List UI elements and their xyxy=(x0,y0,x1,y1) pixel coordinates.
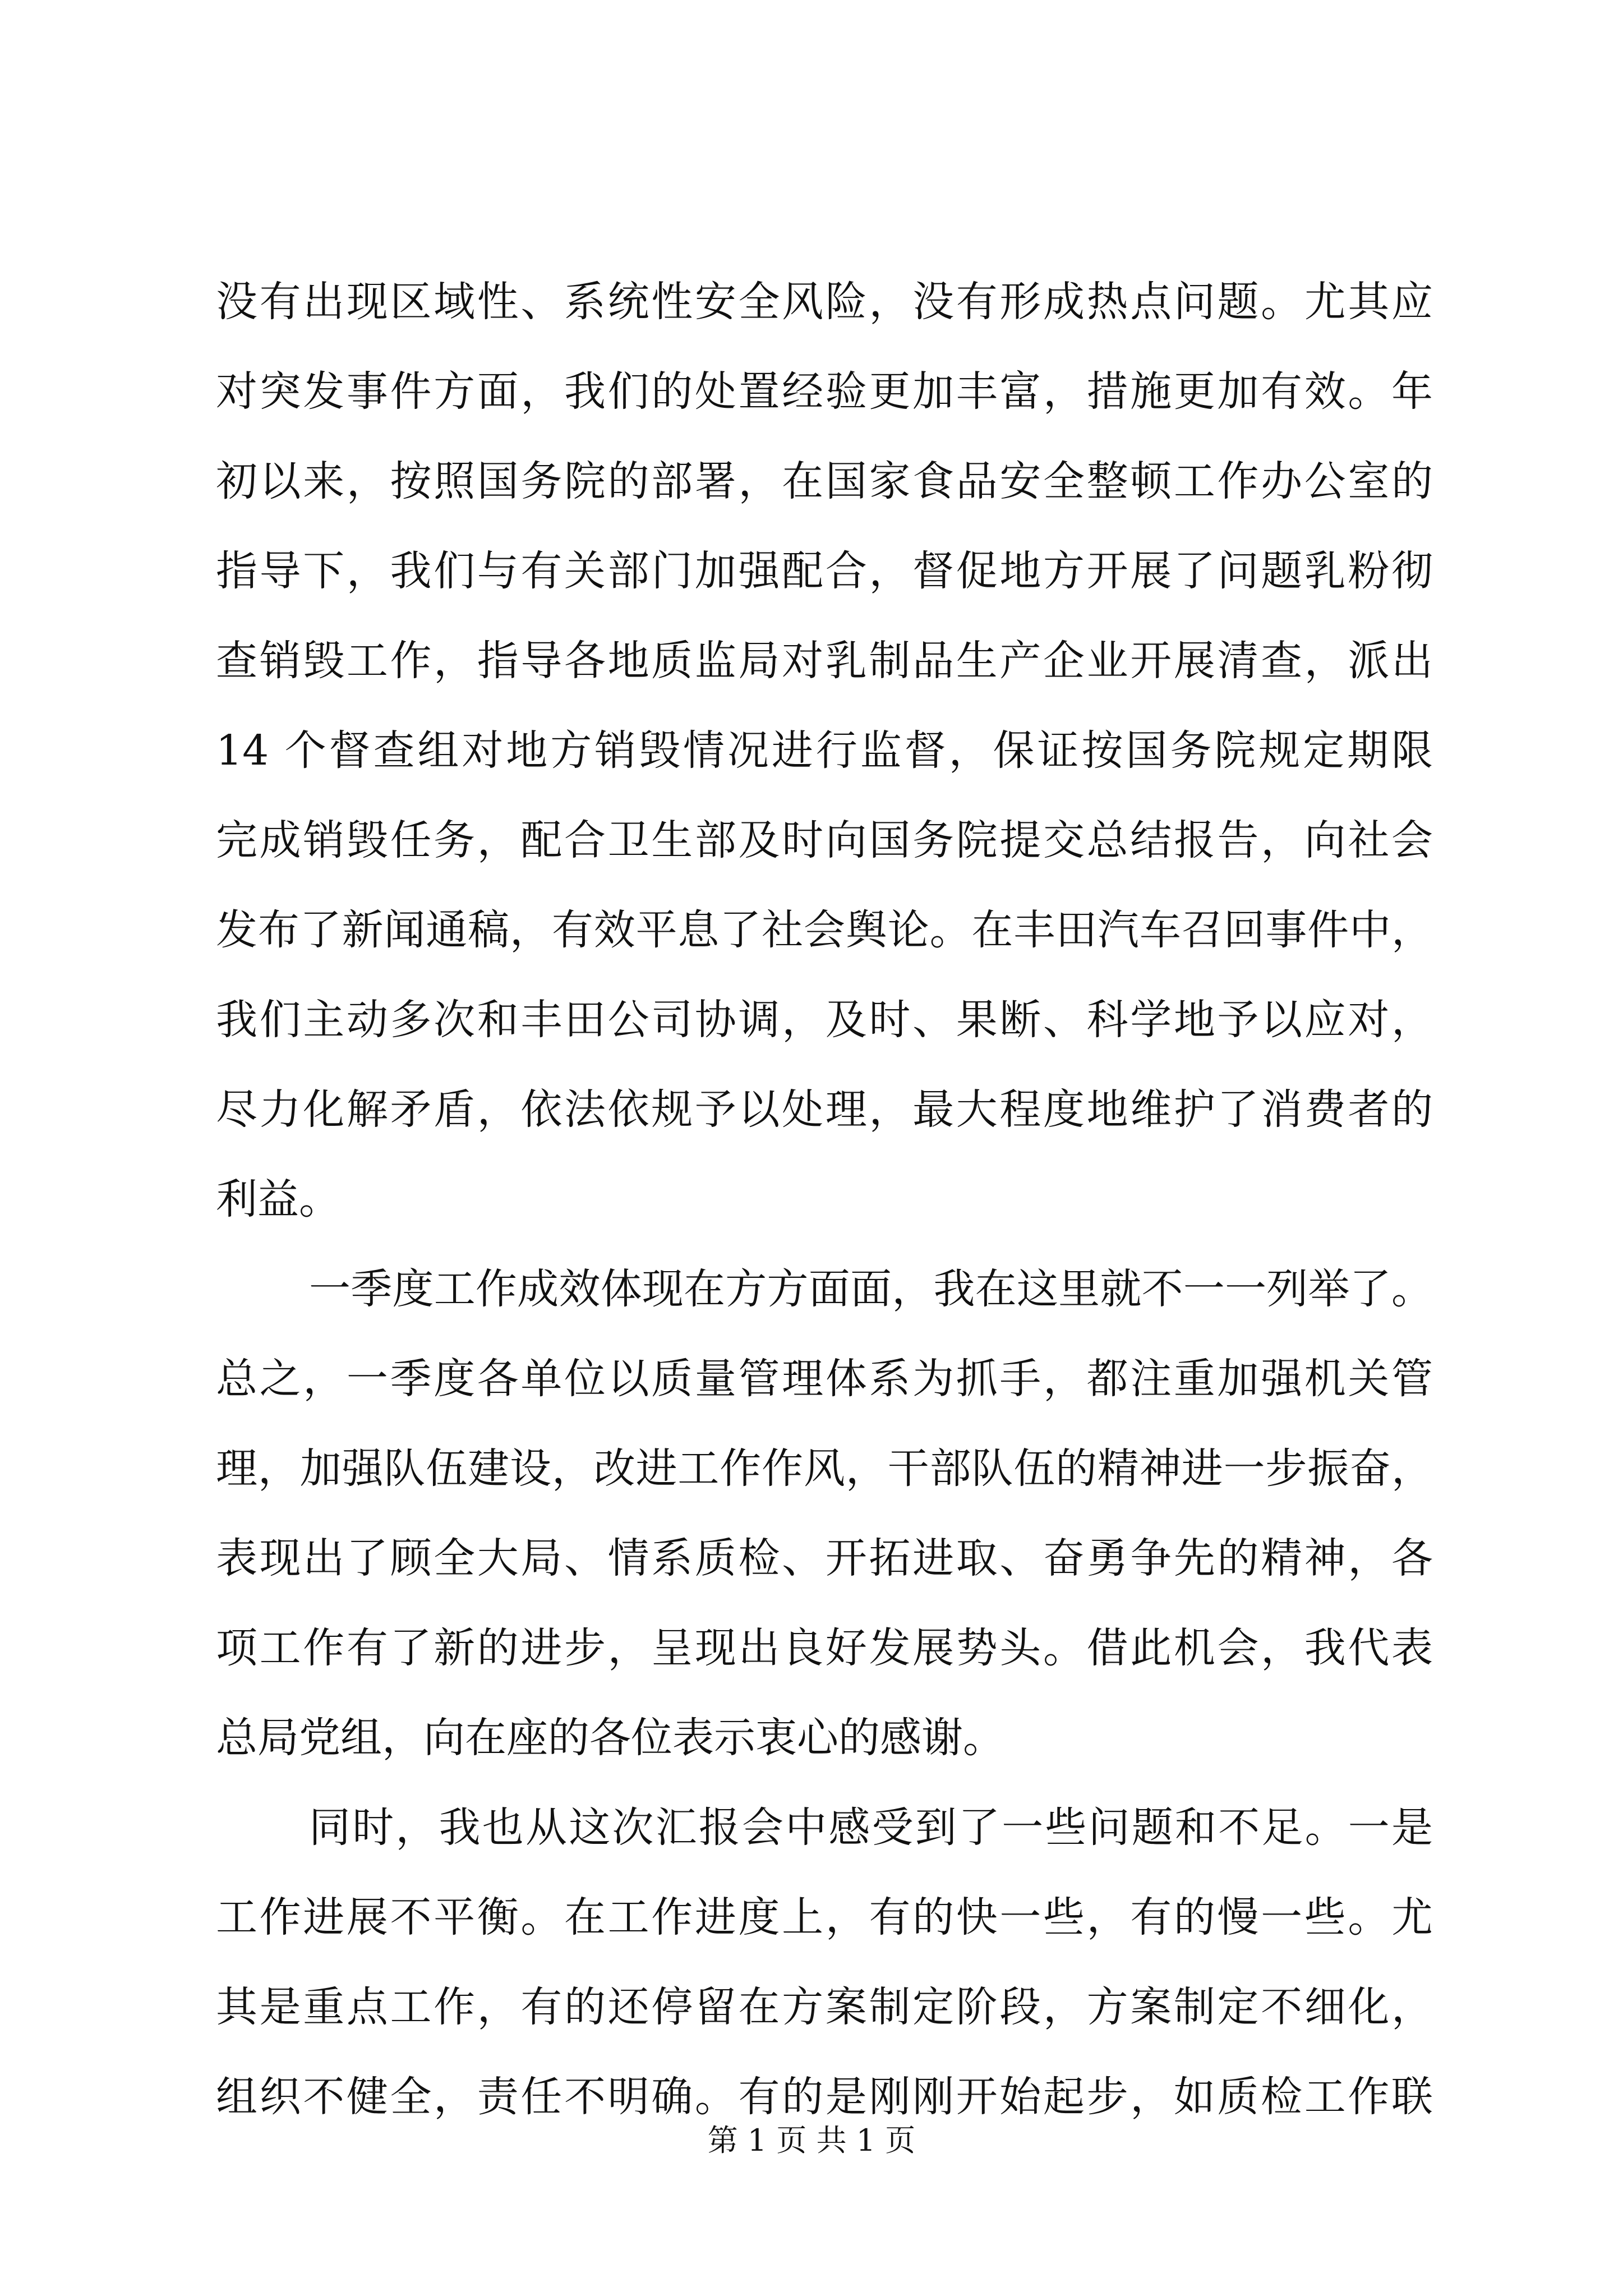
text-line: 没有出现区域性、系统性安全风险，没有形成热点问题。尤其应 xyxy=(216,278,1433,326)
text-line: 工作进展不平衡。在工作进度上，有的快一些，有的慢一些。尤 xyxy=(216,1893,1433,1941)
text-line: 一季度工作成效体现在方方面面，我在这里就不一一列举了。 xyxy=(309,1265,1433,1313)
text-line: 利益。 xyxy=(216,1175,340,1223)
text-line: 指导下，我们与有关部门加强配合，督促地方开展了问题乳粉彻 xyxy=(216,547,1433,595)
text-line: 初以来，按照国务院的部署，在国家食品安全整顿工作办公室的 xyxy=(216,457,1433,505)
text-line: 对突发事件方面，我们的处置经验更加丰富，措施更加有效。年 xyxy=(216,367,1433,416)
text-line: 同时，我也从这次汇报会中感受到了一些问题和不足。一是 xyxy=(309,1803,1433,1852)
page-footer: 第 1 页 共 1 页 xyxy=(707,2123,916,2158)
text-line: 14 个督查组对地方销毁情况进行监督，保证按国务院规定期限 xyxy=(216,726,1433,775)
text-line: 表现出了顾全大局、情系质检、开拓进取、奋勇争先的精神，各 xyxy=(216,1534,1433,1582)
text-line: 发布了新闻通稿，有效平息了社会舆论。在丰田汽车召回事件中， xyxy=(216,906,1433,954)
text-line: 组织不健全，责任不明确。有的是刚刚开始起步，如质检工作联 xyxy=(216,2073,1433,2121)
document-body xyxy=(216,257,1433,2142)
text-line: 我们主动多次和丰田公司协调，及时、果断、科学地予以应对， xyxy=(216,996,1433,1044)
text-line: 总局党组，向在座的各位表示衷心的感谢。 xyxy=(216,1714,1004,1762)
text-line: 其是重点工作，有的还停留在方案制定阶段，方案制定不细化， xyxy=(216,1983,1433,2031)
text-line: 查销毁工作，指导各地质监局对乳制品生产企业开展清查，派出 xyxy=(216,637,1433,685)
text-line: 项工作有了新的进步，呈现出良好发展势头。借此机会，我代表 xyxy=(216,1624,1433,1672)
text-line: 理，加强队伍建设，改进工作作风，干部队伍的精神进一步振奋， xyxy=(216,1444,1433,1493)
text-line: 完成销毁任务，配合卫生部及时向国务院提交总结报告，向社会 xyxy=(216,816,1433,864)
text-line: 总之，一季度各单位以质量管理体系为抓手，都注重加强机关管 xyxy=(216,1355,1433,1403)
text-line: 尽力化解矛盾，依法依规予以处理，最大程度地维护了消费者的 xyxy=(216,1085,1433,1134)
